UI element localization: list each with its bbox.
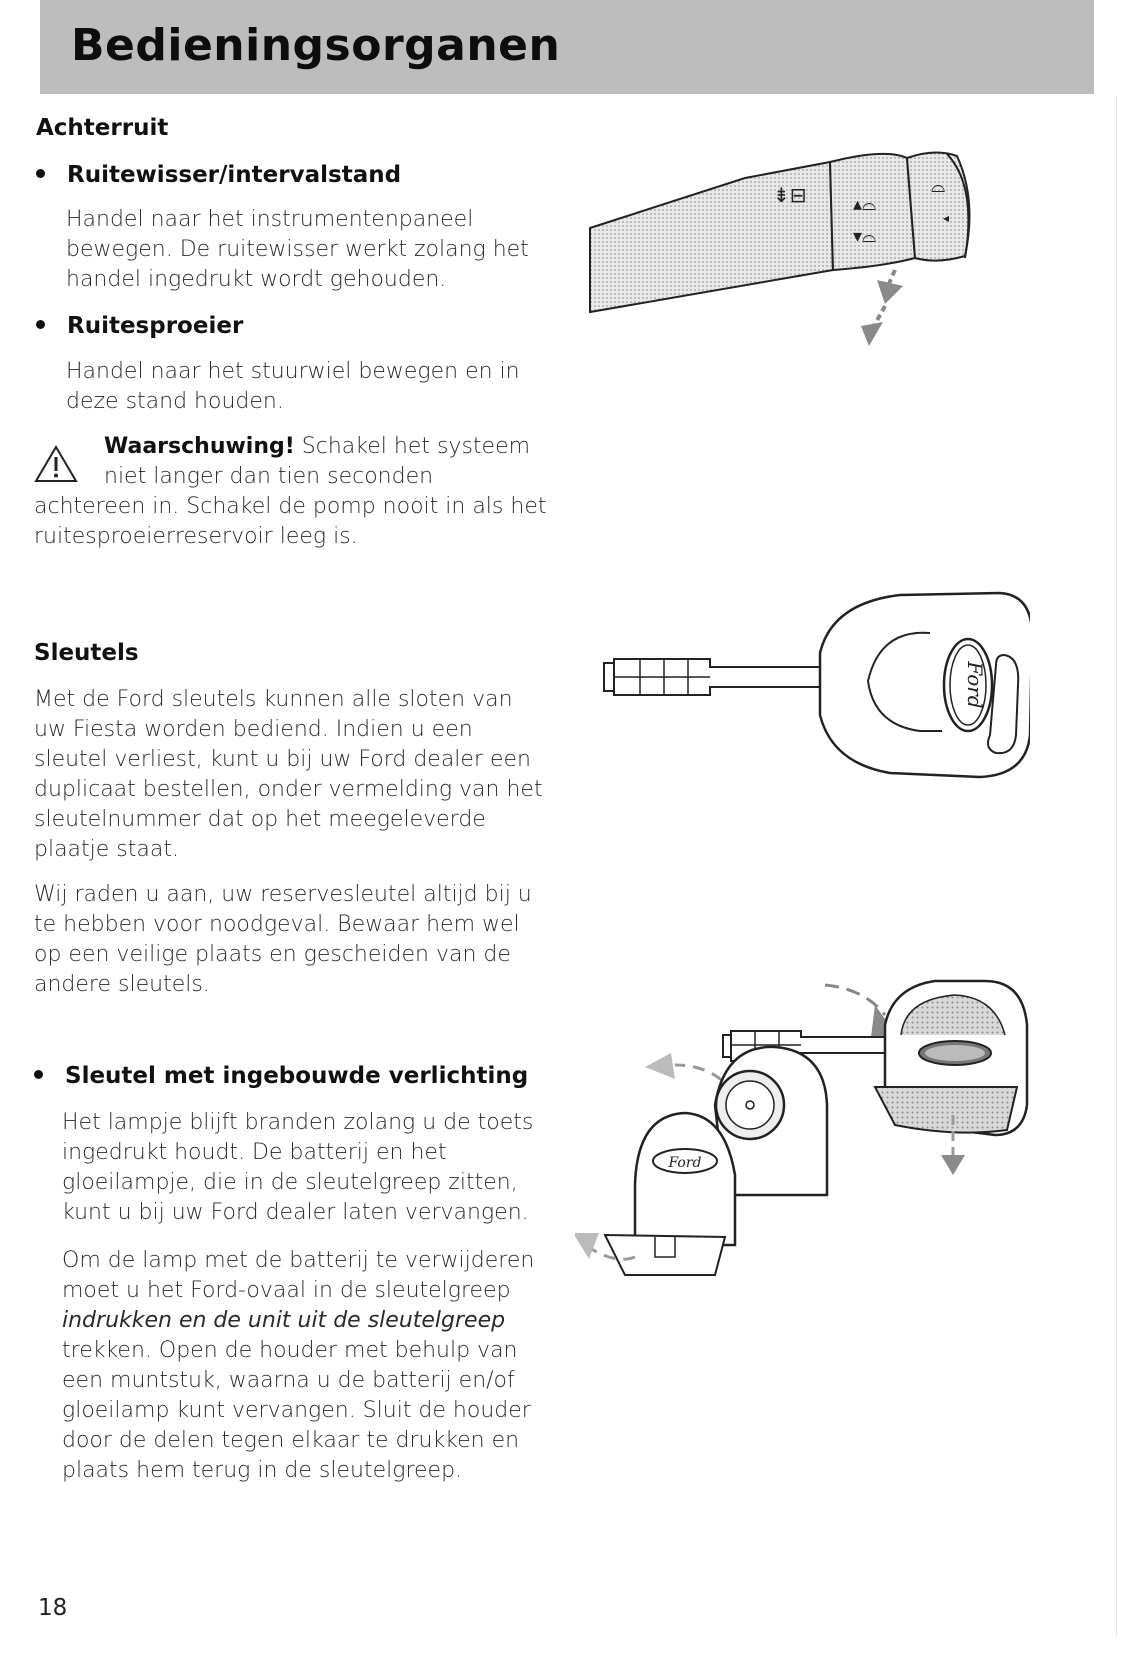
ford-logo-text: Ford: [668, 1155, 702, 1171]
warning-rest: [34, 492, 546, 552]
text-line: sleutel verliest, kunt u bij uw Ford dealer een: [34, 747, 531, 772]
text-line: bewegen. De ruitewisser werkt zolang het: [66, 237, 529, 262]
page-number: 18: [38, 1595, 68, 1621]
text-line: gloeilampje, die in de sleutelgreep zitten,: [62, 1170, 518, 1195]
text-line: deze stand houden.: [66, 389, 284, 414]
text-line: achtereen in. Schakel de pomp nooit in als het: [34, 494, 547, 519]
warning-line-1: [104, 432, 530, 462]
text-line: trekken. Open de houder met behulp van: [62, 1338, 518, 1363]
svg-text:⇟⊟: ⇟⊟: [773, 183, 807, 207]
ruitesproeier-text: [66, 357, 520, 417]
ford-key-figure: [600, 585, 1030, 785]
bullet-dot: [36, 169, 45, 178]
section-title-achterruit: Achterruit: [36, 115, 169, 141]
text-line: gloeilamp kunt vervangen. Sluit de houder: [62, 1398, 531, 1423]
bullet-title: Ruitewisser/intervalstand: [67, 162, 402, 188]
ford-logo-text: Ford: [963, 661, 987, 709]
page-edge-rule: [1116, 96, 1117, 1636]
svg-text:▴⌓: ▴⌓: [853, 194, 877, 215]
text-line: Wij raden u aan, uw reservesleutel altijd bij u: [34, 882, 532, 907]
bullet-dot: [36, 320, 45, 329]
text-line: op een veilige plaats en gescheiden van de: [34, 942, 511, 967]
text-line: Handel naar het instrumentenpaneel: [66, 207, 474, 232]
text-line: plaats hem terug in de sleutelgreep.: [62, 1458, 463, 1483]
bullet-verlichting: [34, 1063, 528, 1089]
svg-text:◂: ◂: [943, 211, 950, 225]
warning-text: Schakel het systeem: [294, 434, 531, 459]
text-line: uw Fiesta worden bediend. Indien u een: [34, 717, 473, 742]
text-line: kunt u bij uw Ford dealer laten vervangen.: [62, 1200, 529, 1225]
bullet-dot: [34, 1070, 43, 1079]
sleutels-text-2: [34, 880, 532, 1000]
text-line: Het lampje blijft branden zolang u de toets: [62, 1110, 534, 1135]
bullet-ruitesproeier: [36, 313, 243, 339]
verlichting-text-1: [62, 1108, 533, 1228]
warning-icon: [34, 445, 78, 483]
warning-title: Waarschuwing!: [104, 434, 295, 459]
text-line: sleutelnummer dat op het meegeleverde: [34, 807, 486, 832]
text-line: moet u het Ford-ovaal in de sleutelgreep: [62, 1278, 511, 1303]
bullet-ruitewisser: [36, 162, 401, 188]
text-line: een muntstuk, waarna u de batterij en/of: [62, 1368, 515, 1393]
text-line: plaatje staat.: [34, 837, 179, 862]
illuminated-key-figure: [575, 975, 1055, 1335]
svg-text:▾⌓: ▾⌓: [853, 226, 877, 247]
warning-line-2: [104, 462, 433, 492]
text-line: Met de Ford sleutels kunnen alle sloten van: [34, 687, 513, 712]
svg-text:⌓: ⌓: [931, 176, 946, 197]
text-line: duplicaat bestellen, onder vermelding van het: [34, 777, 543, 802]
text-line: door de delen tegen elkaar te drukken en: [62, 1428, 520, 1453]
text-line: Om de lamp met de batterij te verwijderen: [62, 1248, 535, 1273]
text-line: handel ingedrukt wordt gehouden.: [66, 267, 447, 292]
text-line: indrukken en de unit uit de sleutelgreep: [62, 1308, 506, 1333]
text-line: andere sleutels.: [34, 972, 210, 997]
section-title-sleutels: Sleutels: [34, 640, 139, 666]
text-line: te hebben voor noodgeval. Bewaar hem wel: [34, 912, 520, 937]
bullet-title: Ruitesproeier: [67, 313, 244, 339]
bullet-title: Sleutel met ingebouwde verlichting: [65, 1063, 529, 1089]
verlichting-text-2: [62, 1246, 534, 1486]
sleutels-text-1: [34, 685, 543, 865]
ruitewisser-text: [66, 205, 529, 295]
page-title: Bedieningsorganen: [71, 20, 561, 71]
page-header: [40, 0, 1094, 94]
text-line: ruitesproeierreservoir leeg is.: [34, 524, 358, 549]
text-line: Handel naar het stuurwiel bewegen en in: [66, 359, 520, 384]
wiper-stalk-figure: [585, 140, 985, 370]
text-line: ingedrukt houdt. De batterij en het: [62, 1140, 447, 1165]
text-line: niet langer dan tien seconden: [104, 464, 434, 489]
